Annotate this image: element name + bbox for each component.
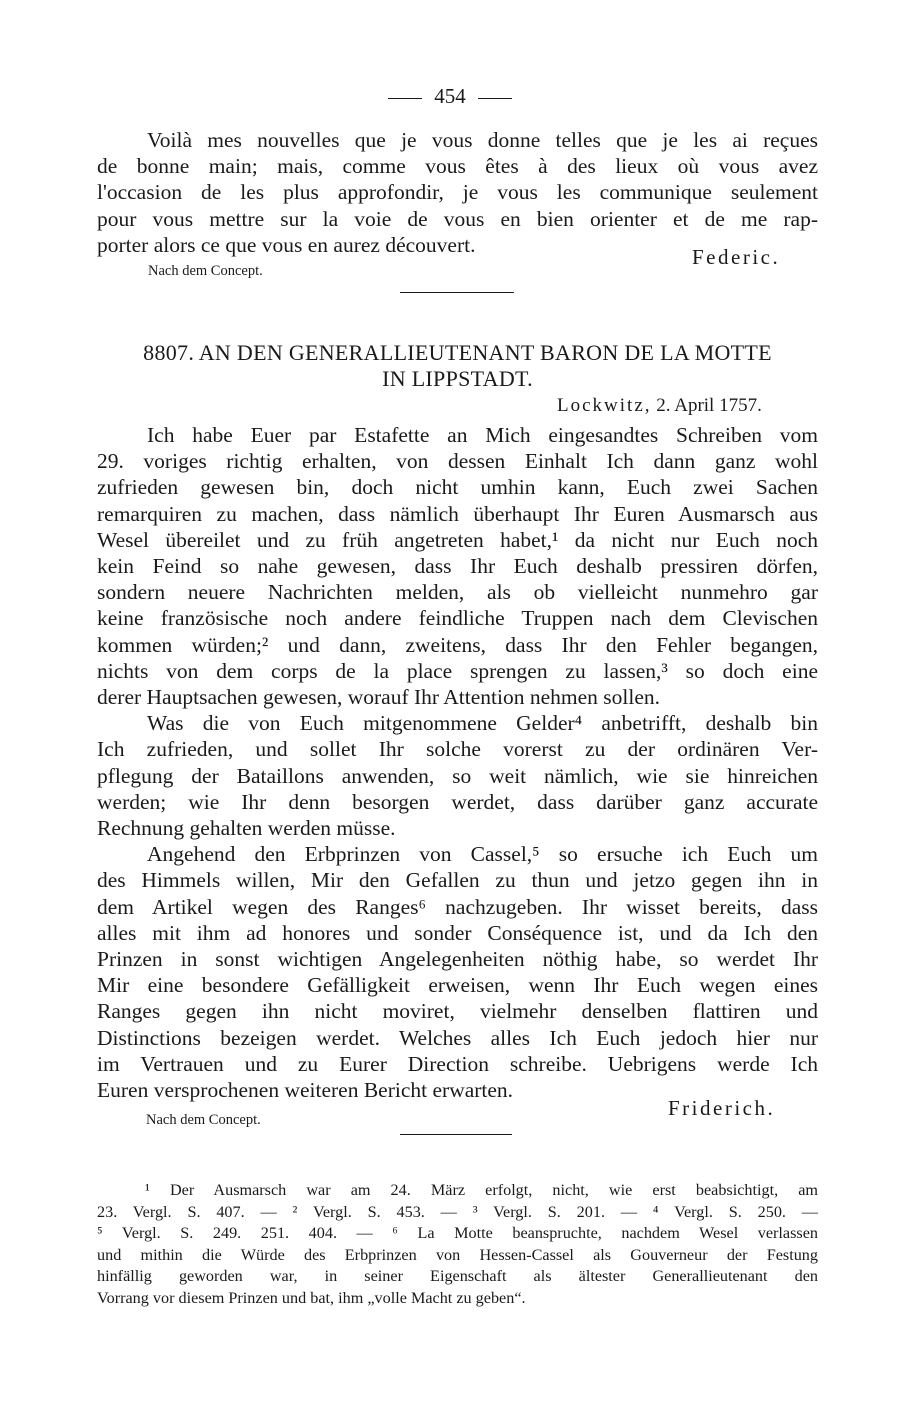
footnotes: [97, 1180, 818, 1310]
date-place: Lockwitz,: [557, 395, 652, 416]
text-line: dem Artikel wegen des Ranges⁶ nachzugeben. Ihr wisset bereits, dass: [97, 894, 818, 919]
text-line: porter alors ce que vous en aurez découvert.: [97, 232, 476, 257]
letter-paragraph-1: [97, 422, 818, 710]
page-number-dash-right: [478, 98, 512, 99]
footnote-line: ¹ Der Ausmarsch war am 24. März erfolgt, nicht, wie erst beabsichtigt, am: [145, 1181, 818, 1199]
text-line: Euren versprochenen weiteren Bericht erwarten.: [97, 1078, 514, 1103]
text-line: alles mit ihm ad honores und sonder Conséquence ist, und da Ich den: [97, 920, 818, 945]
footnote-line: und mithin die Würde des Erbprinzen von Hessen-Cassel als Gouverneur der Festung: [97, 1245, 818, 1264]
letter-heading-line1: 8807. AN DEN GENERALLIEUTENANT BARON DE LA MOTTE: [143, 340, 772, 365]
date-rest: 2. April 1757.: [656, 395, 762, 416]
text-line: Ranges gegen ihn nicht moviret, vielmehr denselben flattiren und: [97, 999, 818, 1024]
text-line: werden; wie Ihr denn besorgen werdet, dass darüber ganz accurate: [97, 789, 818, 814]
text-line: Ich zufrieden, und sollet Ihr solche vorerst zu der ordinären Ver-: [97, 737, 818, 762]
letter-paragraph-3: [97, 841, 818, 1103]
prev-letter-text: [97, 127, 818, 258]
footnote-line: hinfällig geworden war, in seiner Eigenschaft als ältester Generallieutenant den: [97, 1267, 818, 1286]
page-number-header: [0, 82, 900, 110]
letter-body: [97, 422, 818, 1103]
text-line: Ich habe Euer par Estafette an Mich eingesandtes Schreiben vom: [147, 423, 818, 447]
prev-letter-paragraph: [97, 127, 818, 258]
letter-heading: [97, 340, 818, 392]
text-line: 29. voriges richtig erhalten, von dessen Einhalt Ich dann ganz wohl: [97, 449, 818, 474]
text-line: zufrieden gewesen bin, doch nicht umhin kann, Euch zwei Sachen: [97, 475, 818, 500]
text-line: derer Hauptsachen gewesen, worauf Ihr Attention nehmen sollen.: [97, 685, 660, 710]
text-line: Mir eine besondere Gefälligkeit erweisen, wenn Ihr Euch wegen eines: [97, 973, 818, 998]
text-line: Distinctions bezeigen werdet. Welches alles Ich Euch jedoch hier nur: [97, 1025, 818, 1050]
letter-dateline: [557, 395, 762, 417]
separator-rule: [400, 292, 514, 293]
text-line: l'occasion de les plus approfondir, je vous les communique seulement: [97, 180, 818, 205]
prev-letter-signature: Federic.: [692, 245, 781, 269]
text-line: Prinzen in sonst wichtigen Angelegenheiten nöthig habe, so werdet Ihr: [97, 947, 818, 972]
prev-letter-source: Nach dem Concept.: [148, 263, 263, 279]
footnote-line: 23. Vergl. S. 407. — ² Vergl. S. 453. — ³ Vergl. S. 201. — ⁴ Vergl. S. 250. —: [97, 1202, 818, 1221]
text-line: keine französische noch andere feindliche Truppen nach dem Clevischen: [97, 606, 818, 631]
letter-heading-line2: IN LIPPSTADT.: [382, 366, 533, 391]
text-line: im Vertrauen und zu Eurer Direction schreibe. Uebrigens werde Ich: [97, 1051, 818, 1076]
letter-source: Nach dem Concept.: [146, 1112, 261, 1128]
text-line: Voilà mes nouvelles que je vous donne telles que je les ai reçues: [147, 128, 818, 152]
separator-rule-2: [400, 1134, 512, 1135]
text-line: sondern neuere Nachrichten melden, als ob vielleicht nunmehro gar: [97, 580, 818, 605]
text-line: kein Feind so nahe gewesen, dass Ihr Euch deshalb pressiren dörfen,: [97, 554, 818, 579]
text-line: Wesel übereilet und zu früh angetreten habet,¹ da nicht nur Euch noch: [97, 527, 818, 552]
text-line: remarquiren zu machen, dass nämlich überhaupt Ihr Euren Ausmarsch aus: [97, 501, 818, 526]
page-number: 454: [434, 84, 466, 108]
page-number-dash-left: [388, 98, 422, 99]
text-line: kommen würden;² und dann, zweitens, dass Ihr den Fehler begangen,: [97, 632, 818, 657]
text-line: pour vous mettre sur la voie de vous en bien orienter et de me rap-: [97, 206, 818, 231]
footnote-line: ⁵ Vergl. S. 249. 251. 404. — ⁶ La Motte beanspruchte, nachdem Wesel verlassen: [97, 1224, 818, 1243]
text-line: Angehend den Erbprinzen von Cassel,⁵ so ersuche ich Euch um: [147, 842, 818, 867]
text-line: Rechnung gehalten werden müsse.: [97, 816, 396, 841]
letter-signature: Friderich.: [668, 1096, 776, 1120]
text-line: nichts von dem corps de la place sprengen zu lassen,³ so doch eine: [97, 658, 818, 683]
footnote-line: Vorrang vor diesem Prinzen und bat, ihm „volle Macht zu geben“.: [97, 1288, 526, 1307]
text-line: Was die von Euch mitgenommene Gelder⁴ anbetrifft, deshalb bin: [147, 711, 818, 736]
text-line: pflegung der Bataillons anwenden, so weit nämlich, wie sie hinreichen: [97, 763, 818, 788]
text-line: de bonne main; mais, comme vous êtes à des lieux où vous avez: [97, 154, 818, 179]
text-line: des Himmels willen, Mir den Gefallen zu thun und jetzo gegen ihn in: [97, 868, 818, 893]
letter-paragraph-2: [97, 710, 818, 841]
